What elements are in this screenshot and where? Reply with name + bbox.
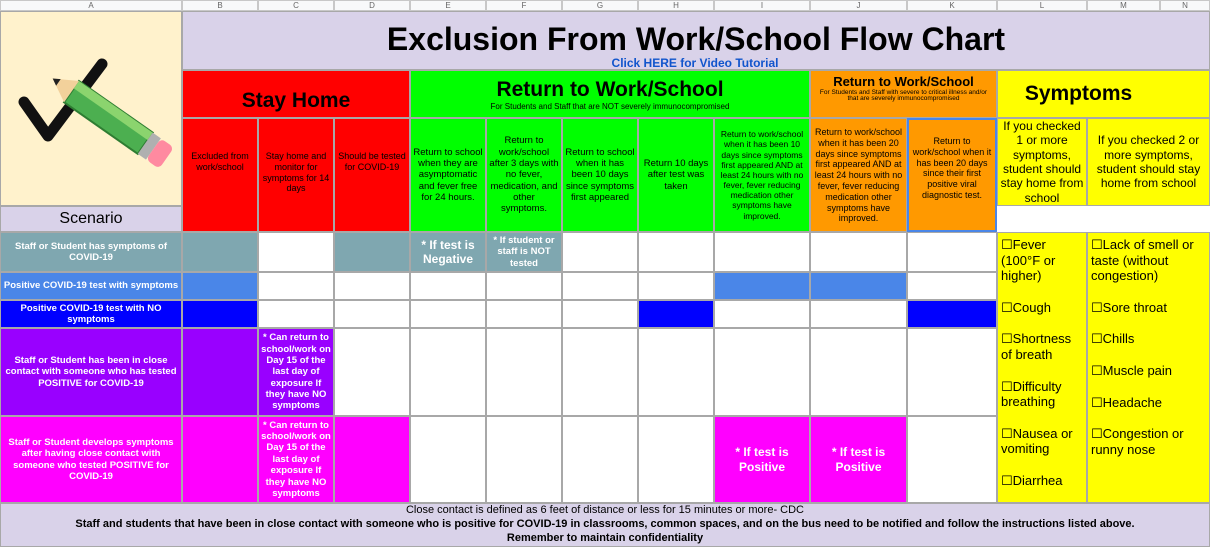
grid-cell-j[interactable] xyxy=(810,272,907,300)
return-col-f: Return to work/school after 3 days with no fever, medication, and other symptoms. xyxy=(486,118,562,232)
column-header-i[interactable]: I xyxy=(714,0,810,11)
grid-cell-f[interactable] xyxy=(486,328,562,416)
grid-cell-c[interactable] xyxy=(258,272,334,300)
symptom-checkbox-item[interactable]: ☐Cough xyxy=(1001,299,1051,315)
symptom-checkbox-item[interactable]: ☐Chills xyxy=(1091,331,1135,347)
return-severe-title: Return to Work/School xyxy=(833,74,974,89)
grid-cell-h[interactable] xyxy=(638,416,714,503)
return-col-h: Return 10 days after test was taken xyxy=(638,118,714,232)
footer-line: Close contact is defined as 6 feet of distance or less for 15 minutes or more- CDC xyxy=(405,504,804,517)
scenario-row-label: Positive COVID-19 test with symptoms xyxy=(0,272,182,300)
grid-cell-k[interactable] xyxy=(907,416,997,503)
symptom-checkbox-item[interactable]: ☐Difficulty breathing xyxy=(1001,378,1062,410)
grid-cell-k[interactable] xyxy=(907,272,997,300)
column-header-l[interactable]: L xyxy=(997,0,1087,11)
grid-cell-g[interactable] xyxy=(562,232,638,272)
footer-line: Remember to maintain confidentiality xyxy=(506,531,704,544)
grid-cell-f[interactable] xyxy=(486,300,562,328)
scenario-row-label: Staff or Student has been in close contact with someone who has tested POSITIVE for COVID-19 xyxy=(0,328,182,416)
grid-cell-h[interactable] xyxy=(638,300,714,328)
footer-line: Staff and students that have been in close contact with someone who is positive for COVID-19 in classrooms, common spaces, and on the bus need to be notified and follow the instructions listed above. xyxy=(75,518,1135,531)
return-col-i: Return to work/school when it has been 10 days since symptoms first appeared AND at least 24 hours with no fever, fever reducing medication other symptoms have improved. xyxy=(714,118,810,232)
symptom-checkbox-item[interactable]: ☐Sore throat xyxy=(1091,299,1167,315)
column-header-e[interactable]: E xyxy=(410,0,486,11)
grid-cell-d[interactable] xyxy=(334,416,410,503)
grid-cell-e[interactable] xyxy=(410,328,486,416)
return-severe-col-k: Return to work/school when it has been 20 days since their first positive viral diagnostic test. xyxy=(907,118,997,232)
symptom-checkbox-item[interactable]: ☐Diarrhea xyxy=(1001,472,1063,488)
grid-cell-j[interactable] xyxy=(810,300,907,328)
symptom-checkbox-item[interactable]: ☐Shortness of breath xyxy=(1001,331,1072,362)
scenario-label: Scenario xyxy=(0,206,182,232)
symptoms-col2-header: If you checked 2 or more symptoms, student should stay home from school xyxy=(1087,118,1210,206)
symptom-checkbox-item[interactable]: ☐Muscle pain xyxy=(1091,362,1173,378)
logo-cell xyxy=(0,11,182,206)
column-header-n[interactable]: N xyxy=(1160,0,1210,11)
page-title: Exclusion From Work/School Flow Chart xyxy=(182,11,1210,70)
return-severe-col-j: Return to work/school when it has been 20 days since symptoms first appeared AND at least 24 hours with no fever, fever reducing medication other symptoms have improved. xyxy=(810,118,907,232)
symptom-checkbox-item[interactable]: ☐Fever (100°F or higher) xyxy=(1001,237,1056,284)
grid-cell-b[interactable] xyxy=(182,328,258,416)
grid-cell-h[interactable] xyxy=(638,232,714,272)
column-header-h[interactable]: H xyxy=(638,0,714,11)
symptoms-list-2 xyxy=(1087,232,1210,503)
grid-cell-f[interactable] xyxy=(486,416,562,503)
return-severe-header xyxy=(810,70,997,118)
column-header-c[interactable]: C xyxy=(258,0,334,11)
column-header-f[interactable]: F xyxy=(486,0,562,11)
checkmark-pencil-icon xyxy=(6,24,176,194)
symptoms-col1-header: If you checked 1 or more symptoms, student should stay home from school xyxy=(997,118,1087,206)
grid-cell-b[interactable] xyxy=(182,416,258,503)
grid-cell-i[interactable] xyxy=(714,328,810,416)
symptom-checkbox-item[interactable]: ☐Nausea or vomiting xyxy=(1001,425,1073,457)
grid-cell-k[interactable] xyxy=(907,328,997,416)
grid-cell-d[interactable] xyxy=(334,300,410,328)
grid-cell-d[interactable] xyxy=(334,328,410,416)
column-header-a[interactable]: A xyxy=(0,0,182,11)
grid-cell-i[interactable]: * If test is Positive xyxy=(714,416,810,503)
stay-home-header: Stay Home xyxy=(182,70,410,118)
grid-cell-j[interactable] xyxy=(810,232,907,272)
grid-cell-h[interactable] xyxy=(638,328,714,416)
return-col-e: Return to school when they are asymptomatic and fever free for 24 hours. xyxy=(410,118,486,232)
return-header xyxy=(410,70,810,118)
column-header-g[interactable]: G xyxy=(562,0,638,11)
return-subtitle: For Students and Staff that are NOT severely immunocompromised xyxy=(490,101,730,111)
grid-cell-i[interactable] xyxy=(714,272,810,300)
footer-note xyxy=(0,503,1210,547)
grid-cell-k[interactable] xyxy=(907,300,997,328)
stay-home-col-c: Stay home and monitor for symptoms for 14 days xyxy=(258,118,334,232)
column-header-d[interactable]: D xyxy=(334,0,410,11)
grid-cell-e[interactable]: * If test is Negative xyxy=(410,232,486,272)
scenario-row-label: Positive COVID-19 test with NO symptoms xyxy=(0,300,182,328)
stay-home-col-d: Should be tested for COVID-19 xyxy=(334,118,410,232)
grid-cell-g[interactable] xyxy=(562,300,638,328)
grid-cell-k[interactable] xyxy=(907,232,997,272)
grid-cell-j[interactable] xyxy=(810,328,907,416)
grid-cell-g[interactable] xyxy=(562,272,638,300)
return-severe-subtitle: For Students and Staff with severe to critical illness and/or that are severely immunocompromised xyxy=(819,88,988,103)
grid-cell-i[interactable] xyxy=(714,232,810,272)
grid-cell-j[interactable]: * If test is Positive xyxy=(810,416,907,503)
scenario-row-label: Staff or Student has symptoms of COVID-19 xyxy=(0,232,182,272)
grid-cell-d[interactable] xyxy=(334,272,410,300)
grid-cell-e[interactable] xyxy=(410,272,486,300)
grid-cell-b[interactable] xyxy=(182,300,258,328)
symptom-checkbox-item[interactable]: ☐Headache xyxy=(1091,394,1162,410)
grid-cell-c[interactable] xyxy=(258,300,334,328)
symptom-checkbox-item[interactable]: ☐Congestion or runny nose xyxy=(1091,426,1184,457)
symptoms-list-1 xyxy=(997,232,1087,503)
grid-cell-g[interactable] xyxy=(562,416,638,503)
column-header-j[interactable]: J xyxy=(810,0,907,11)
grid-cell-b[interactable] xyxy=(182,272,258,300)
column-header-m[interactable]: M xyxy=(1087,0,1160,11)
grid-cell-g[interactable] xyxy=(562,328,638,416)
grid-cell-i[interactable] xyxy=(714,300,810,328)
grid-cell-c[interactable] xyxy=(258,232,334,272)
scenario-row-label: Staff or Student develops symptoms after having close contact with someone who tested POSITIVE for COVID-19 xyxy=(0,416,182,503)
grid-cell-c[interactable]: * Can return to school/work on Day 15 of the last day of exposure If they have NO symptoms xyxy=(258,416,334,503)
grid-cell-b[interactable] xyxy=(182,232,258,272)
grid-cell-f[interactable] xyxy=(486,272,562,300)
column-header-k[interactable]: K xyxy=(907,0,997,11)
symptom-checkbox-item[interactable]: ☐Lack of smell or taste (without congestion) xyxy=(1091,237,1194,284)
return-title: Return to Work/School xyxy=(496,77,724,101)
grid-cell-d[interactable] xyxy=(334,232,410,272)
grid-cell-c[interactable]: * Can return to school/work on Day 15 of the last day of exposure If they have NO symptoms xyxy=(258,328,334,416)
stay-home-col-b: Excluded from work/school xyxy=(182,118,258,232)
return-col-g: Return to school when it has been 10 days since symptoms first appeared xyxy=(562,118,638,232)
column-header-b[interactable]: B xyxy=(182,0,258,11)
grid-cell-h[interactable] xyxy=(638,272,714,300)
grid-cell-e[interactable] xyxy=(410,300,486,328)
video-tutorial-link[interactable]: Click HERE for Video Tutorial xyxy=(611,57,779,70)
grid-cell-e[interactable] xyxy=(410,416,486,503)
grid-cell-f[interactable]: * If student or staff is NOT tested xyxy=(486,232,562,272)
symptoms-header: Symptoms xyxy=(997,70,1210,118)
